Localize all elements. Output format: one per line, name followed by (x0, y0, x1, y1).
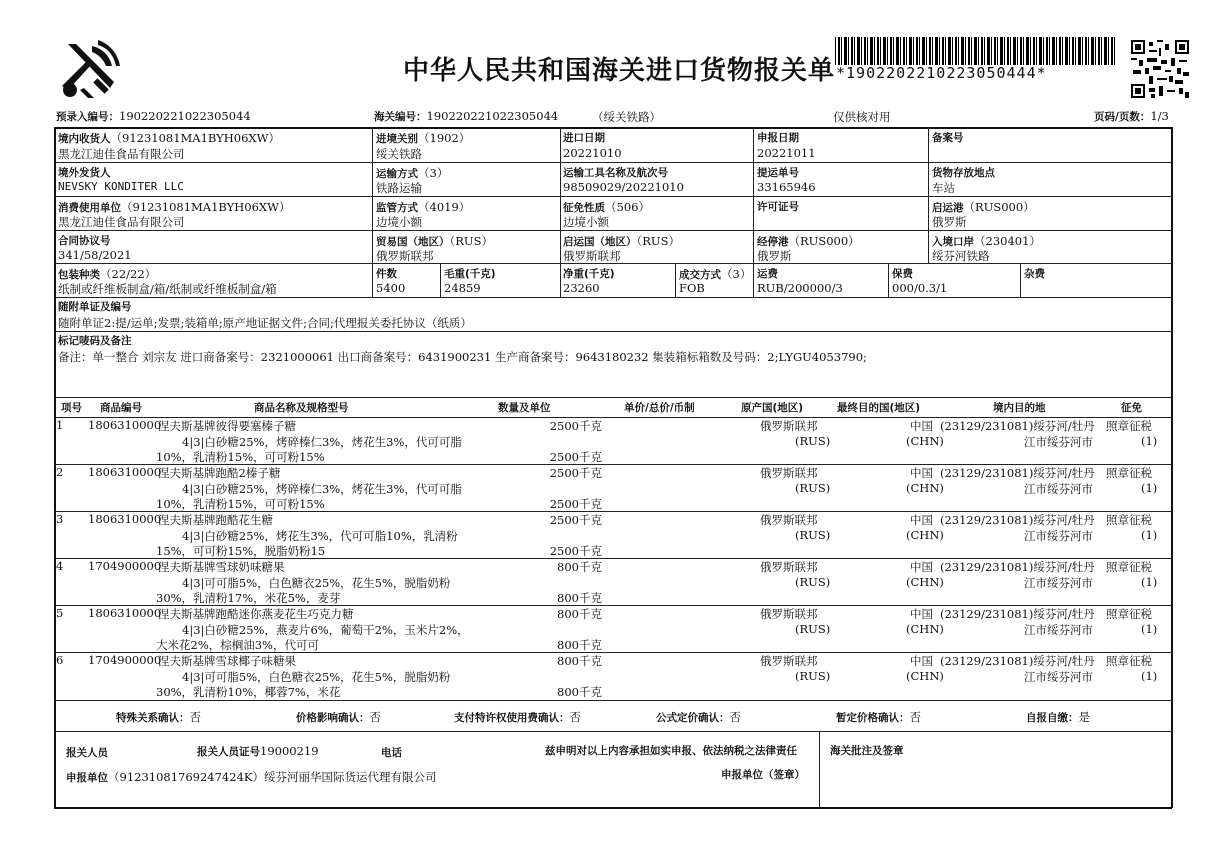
item-spec-line2: 30%，乳清粉10%，椰蓉7%，米花 (156, 685, 341, 699)
item-code: 1806310000 (88, 465, 162, 479)
item-levy: 照章征税 (1106, 419, 1152, 433)
item-code: 1704900000 (88, 559, 162, 573)
item-domestic-line2: 江市绥芬河市 (1024, 435, 1093, 449)
item-spec-line1: 4|3|白砂糖25%，燕麦片6%，葡萄干2%，玉米片2%， (182, 623, 469, 637)
item-spec-line2: 大米花2%，棕榈油3%，代可可 (156, 638, 319, 652)
storage-value: 车站 (932, 181, 955, 195)
special-value: 否 (189, 710, 201, 724)
item-domestic-line1: (23129/231081)绥芬河/牡丹 (940, 607, 1095, 621)
item-origin: 俄罗斯联邦 (760, 466, 818, 480)
entry-port-field (376, 130, 470, 146)
item-code: 1806310000 (88, 606, 162, 620)
vehicle-label: 运输工具名称及航次号 (563, 167, 668, 179)
item-dest: 中国 (910, 466, 933, 480)
item-origin: 俄罗斯联邦 (760, 654, 818, 668)
col-qty: 数量及单位 (498, 402, 551, 414)
freight-label: 运费 (757, 268, 778, 280)
stop-label: 经停港 (757, 236, 789, 248)
page-label: 页码/页数： (1094, 111, 1151, 123)
unit-label: 申报单位 (66, 772, 108, 784)
item-number: 1 (56, 418, 64, 432)
cert-field (197, 744, 319, 759)
pre-entry-label: 预录入编号： (56, 111, 119, 123)
departure-label: 启运港 (932, 202, 964, 214)
item-origin-code: (RUS) (795, 622, 831, 636)
levy-code: （506） (605, 200, 650, 214)
transport-value: 铁路运输 (376, 181, 422, 195)
barcode (835, 37, 1115, 65)
user-value: 黑龙江迪佳食品有限公司 (58, 215, 185, 229)
entry-label: 入境口岸 (932, 236, 974, 248)
pre-entry-number (56, 109, 251, 124)
page-value: 1/3 (1150, 109, 1169, 123)
supervision-value: 边境小额 (376, 215, 422, 229)
document-title: 中华人民共和国海关进口货物报关单 (403, 56, 836, 86)
levy-value: 边境小额 (563, 215, 609, 229)
trade-field (376, 233, 493, 249)
item-dest: 中国 (910, 513, 933, 527)
item-number: 2 (56, 465, 64, 479)
import-date-value: 20221010 (563, 146, 622, 160)
col-code: 商品编号 (100, 402, 142, 414)
item-spec-line2: 30%，乳清粉17%，米花5%，麦芽 (156, 591, 341, 605)
self-confirm (1026, 709, 1090, 725)
item-dest-code: (CHN) (906, 528, 944, 542)
pack-code: （22/22） (100, 267, 157, 281)
phone-label: 电话 (381, 747, 402, 759)
item-domestic-line1: (23129/231081)绥芬河/牡丹 (940, 654, 1095, 668)
item-number: 6 (56, 653, 64, 667)
item-qty-line2: 800千克 (557, 638, 602, 652)
item-levy: 照章征税 (1106, 607, 1152, 621)
item-levy: 照章征税 (1106, 560, 1152, 574)
item-name: 涅夫斯基牌跑酷花生糖 (158, 513, 273, 527)
stop-code: （RUS000） (788, 234, 860, 248)
item-number: 5 (56, 606, 64, 620)
item-domestic-line2: 江市绥芬河市 (1024, 529, 1093, 543)
item-qty-line1: 2500千克 (549, 419, 602, 433)
unit-value: （91231081769247424K）绥芬河丽华国际货运代理有限公司 (108, 770, 437, 784)
item-qty-line2: 2500千克 (549, 450, 602, 464)
provisional-value: 否 (909, 710, 921, 724)
formula-label: 公式定价确认： (656, 712, 730, 724)
statement-text: 兹申明对以上内容承担如实申报、依法纳税之法律责任 (545, 745, 797, 757)
item-origin: 俄罗斯联邦 (760, 607, 818, 621)
price-confirm (296, 709, 381, 725)
pack-value: 纸制或纤维板制盒/箱/纸制或纤维板制盒/箱 (58, 282, 277, 296)
item-spec-line1: 4|3|白砂糖25%，烤碎榛仁3%，烤花生3%，代可可脂 (182, 435, 462, 449)
self-label: 自报自缴： (1026, 712, 1079, 724)
self-value: 是 (1078, 710, 1090, 724)
entry-port-label: 进境关别 (376, 133, 418, 145)
user-label: 消费使用单位 (58, 202, 121, 214)
item-domestic-line2: 江市绥芬河市 (1024, 623, 1093, 637)
item-qty-line2: 800千克 (557, 591, 602, 605)
shipper-value: NEVSKY KONDITER LLC (58, 180, 184, 193)
item-origin-code: (RUS) (795, 669, 831, 683)
pre-entry-value: 190220221022305044 (119, 109, 251, 123)
item-levy-code: (1) (1141, 669, 1158, 683)
user-field (58, 199, 290, 215)
item-levy-code: (1) (1141, 622, 1158, 636)
col-domestic: 境内目的地 (993, 402, 1046, 414)
item-origin-code: (RUS) (795, 481, 831, 495)
item-dest-code: (CHN) (906, 575, 944, 589)
item-qty-line1: 800千克 (557, 560, 602, 574)
entry-port-code: （1902） (418, 131, 471, 145)
trade-code: （RUS） (449, 234, 493, 248)
marks-label: 标记唛码及备注 (58, 335, 132, 347)
contract-value: 341/58/2021 (58, 248, 132, 262)
docs-label: 随附单证及编号 (58, 301, 132, 313)
customs-approval-label: 海关批注及签章 (830, 745, 904, 757)
transport-field (376, 165, 448, 181)
consignee-code: （91231081MA1BYH06XW） (110, 131, 280, 145)
declarant-label: 报关人员 (66, 747, 108, 759)
declare-date-label: 申报日期 (757, 132, 799, 144)
item-dest: 中国 (910, 560, 933, 574)
item-name: 涅夫斯基牌雪球椰子味糖果 (158, 654, 296, 668)
origin-label: 启运国（地区） (563, 236, 637, 248)
cert-label: 报关人员证号 (197, 746, 260, 758)
declare-date-value: 20221011 (757, 146, 816, 160)
item-domestic-line1: (23129/231081)绥芬河/牡丹 (940, 419, 1095, 433)
col-name: 商品名称及规格型号 (254, 402, 349, 414)
item-origin: 俄罗斯联邦 (760, 560, 818, 574)
customs-number-label: 海关编号： (374, 111, 427, 123)
item-origin-code: (RUS) (795, 575, 831, 589)
origin-value: 俄罗斯联邦 (563, 249, 621, 263)
customs-number-value: 190220221022305044 (426, 109, 559, 123)
entry-field (932, 233, 1041, 249)
qr-code (1131, 40, 1189, 98)
item-qty-line2: 2500千克 (549, 544, 602, 558)
pack-field (58, 266, 156, 282)
item-qty-line2: 2500千克 (549, 497, 602, 511)
supervision-code: （4019） (418, 200, 471, 214)
seal-label: 申报单位（签章） (721, 769, 805, 781)
item-qty-line1: 800千克 (557, 654, 602, 668)
transport-code: （3） (418, 166, 449, 180)
departure-code: （RUS000） (963, 200, 1035, 214)
item-domestic-line1: (23129/231081)绥芬河/牡丹 (940, 513, 1095, 527)
trade-label: 贸易国（地区） (376, 236, 450, 248)
entry-value: 绥芬河铁路 (932, 249, 990, 263)
item-dest: 中国 (910, 607, 933, 621)
marks-value: 备注：单一整合 刘宗友 进口商备案号：2321000061 出口商备案号：6431900231 生产商备案号：9643180232 集装箱标箱数及号码：2;LYGU4053790; (58, 350, 867, 364)
origin-code: （RUS） (636, 234, 680, 248)
item-levy-code: (1) (1141, 575, 1158, 589)
license-label: 许可证号 (757, 201, 799, 213)
item-spec-line2: 10%，乳清粉15%，可可粉15% (156, 450, 325, 464)
verify-note: 仅供核对用 (833, 110, 891, 124)
item-spec-line1: 4|3|可可脂5%，白色糖衣25%，花生5%，脱脂奶粉 (182, 670, 451, 684)
item-dest-code: (CHN) (906, 434, 944, 448)
item-name: 涅夫斯基牌跑酷迷你燕麦花生巧克力糖 (158, 607, 354, 621)
barcode-number: *1902202210223050444* (836, 64, 1047, 82)
pieces-label: 件数 (376, 268, 397, 280)
formula-value: 否 (729, 710, 741, 724)
item-dest-code: (CHN) (906, 669, 944, 683)
royalty-confirm (454, 709, 581, 725)
item-name: 涅夫斯基牌跑酷2榛子糖 (158, 466, 281, 480)
docs-value: 随附单证2:提/运单;发票;装箱单;原产地证据文件;合同;代理报关委托协议（纸质） (58, 316, 472, 330)
col-dest: 最终目的国(地区) (837, 402, 921, 414)
departure-field (932, 199, 1035, 215)
item-spec-line2: 15%，可可粉15%，脱脂奶粉15 (156, 544, 326, 558)
page-number (1094, 109, 1169, 124)
item-qty-line2: 800千克 (557, 685, 602, 699)
supervision-field (376, 199, 470, 215)
item-code: 1806310000 (88, 418, 162, 432)
levy-field (563, 199, 650, 215)
item-origin: 俄罗斯联邦 (760, 513, 818, 527)
item-spec-line1: 4|3|白砂糖25%，烤花生3%，代可可脂10%，乳清粉 (182, 529, 458, 543)
port-note: （绥关铁路） (592, 110, 661, 124)
item-origin-code: (RUS) (795, 528, 831, 542)
stop-value: 俄罗斯 (757, 249, 792, 263)
price-label: 价格影响确认： (296, 712, 370, 724)
supervision-label: 监管方式 (376, 202, 418, 214)
origin-field (563, 233, 680, 249)
import-date-label: 进口日期 (563, 132, 605, 144)
item-dest-code: (CHN) (906, 622, 944, 636)
levy-label: 征免性质 (563, 202, 605, 214)
col-price: 单价/总价/币制 (624, 402, 695, 414)
pack-label: 包装种类 (58, 269, 100, 281)
freight-value: RUB/200000/3 (757, 281, 843, 295)
col-levy: 征免 (1121, 402, 1142, 414)
royalty-label: 支付特许权使用费确认： (454, 712, 570, 724)
entry-code: （230401） (974, 234, 1041, 248)
gross-label: 毛重(千克) (444, 268, 496, 280)
provisional-confirm (836, 709, 921, 725)
item-spec-line1: 4|3|白砂糖25%，烤碎榛仁3%，烤花生3%，代可可脂 (182, 482, 462, 496)
item-levy-code: (1) (1141, 528, 1158, 542)
misc-label: 杂费 (1024, 268, 1045, 280)
consignee-label: 境内收货人 (58, 133, 111, 145)
col-origin: 原产国(地区) (741, 402, 804, 414)
deal-code: （3） (721, 267, 752, 281)
transport-label: 运输方式 (376, 168, 418, 180)
item-code: 1704900000 (88, 653, 162, 667)
item-levy-code: (1) (1141, 481, 1158, 495)
customs-emblem-logo (58, 38, 124, 100)
deal-field (679, 266, 751, 282)
item-qty-line1: 2500千克 (549, 466, 602, 480)
col-no: 项号 (61, 402, 82, 414)
item-levy: 照章征税 (1106, 654, 1152, 668)
shipper-label: 境外发货人 (58, 167, 111, 179)
pieces-value: 5400 (376, 281, 406, 295)
special-label: 特殊关系确认： (116, 712, 190, 724)
stop-field (757, 233, 860, 249)
provisional-label: 暂定价格确认： (836, 712, 910, 724)
item-dest: 中国 (910, 419, 933, 433)
entry-port-value: 绥关铁路 (376, 147, 422, 161)
item-dest-code: (CHN) (906, 481, 944, 495)
cert-value: 19000219 (260, 744, 319, 758)
item-spec-line1: 4|3|可可脂5%，白色糖衣25%，花生5%，脱脂奶粉 (182, 576, 451, 590)
unit-field (66, 769, 436, 785)
item-name: 涅夫斯基牌雪球奶味糖果 (158, 560, 285, 574)
item-qty-line1: 2500千克 (549, 513, 602, 527)
item-name: 涅夫斯基牌彼得要塞榛子糖 (158, 419, 296, 433)
net-value: 23260 (563, 281, 600, 295)
item-levy-code: (1) (1141, 434, 1158, 448)
deal-label: 成交方式 (679, 269, 721, 281)
vehicle-value: 98509029/20221010 (563, 180, 684, 194)
item-dest: 中国 (910, 654, 933, 668)
contract-label: 合同协议号 (58, 235, 111, 247)
insurance-label: 保费 (892, 268, 913, 280)
item-domestic-line2: 江市绥芬河市 (1024, 670, 1093, 684)
user-code: （91231081MA1BYH06XW） (121, 200, 291, 214)
item-spec-line2: 10%，乳清粉15%，可可粉15% (156, 497, 325, 511)
royalty-value: 否 (569, 710, 581, 724)
departure-value: 俄罗斯 (932, 215, 967, 229)
trade-value: 俄罗斯联邦 (376, 249, 434, 263)
item-number: 3 (56, 512, 64, 526)
item-domestic-line2: 江市绥芬河市 (1024, 482, 1093, 496)
formula-confirm (656, 709, 741, 725)
item-domestic-line1: (23129/231081)绥芬河/牡丹 (940, 560, 1095, 574)
deal-value: FOB (679, 281, 705, 295)
storage-label: 货物存放地点 (932, 167, 995, 179)
consignee-value: 黑龙江迪佳食品有限公司 (58, 147, 185, 161)
gross-value: 24859 (444, 281, 481, 295)
item-domestic-line1: (23129/231081)绥芬河/牡丹 (940, 466, 1095, 480)
item-origin: 俄罗斯联邦 (760, 419, 818, 433)
bill-value: 33165946 (757, 180, 816, 194)
item-qty-line1: 800千克 (557, 607, 602, 621)
bill-label: 提运单号 (757, 167, 799, 179)
consignee-field (58, 130, 280, 146)
special-confirm (116, 709, 201, 725)
item-origin-code: (RUS) (795, 434, 831, 448)
price-value: 否 (369, 710, 381, 724)
insurance-value: 000/0.3/1 (892, 281, 948, 295)
item-code: 1806310000 (88, 512, 162, 526)
item-levy: 照章征税 (1106, 466, 1152, 480)
item-levy: 照章征税 (1106, 513, 1152, 527)
record-label: 备案号 (932, 132, 964, 144)
item-domestic-line2: 江市绥芬河市 (1024, 576, 1093, 590)
net-label: 净重(千克) (563, 268, 615, 280)
item-number: 4 (56, 559, 64, 573)
customs-number (374, 109, 558, 124)
